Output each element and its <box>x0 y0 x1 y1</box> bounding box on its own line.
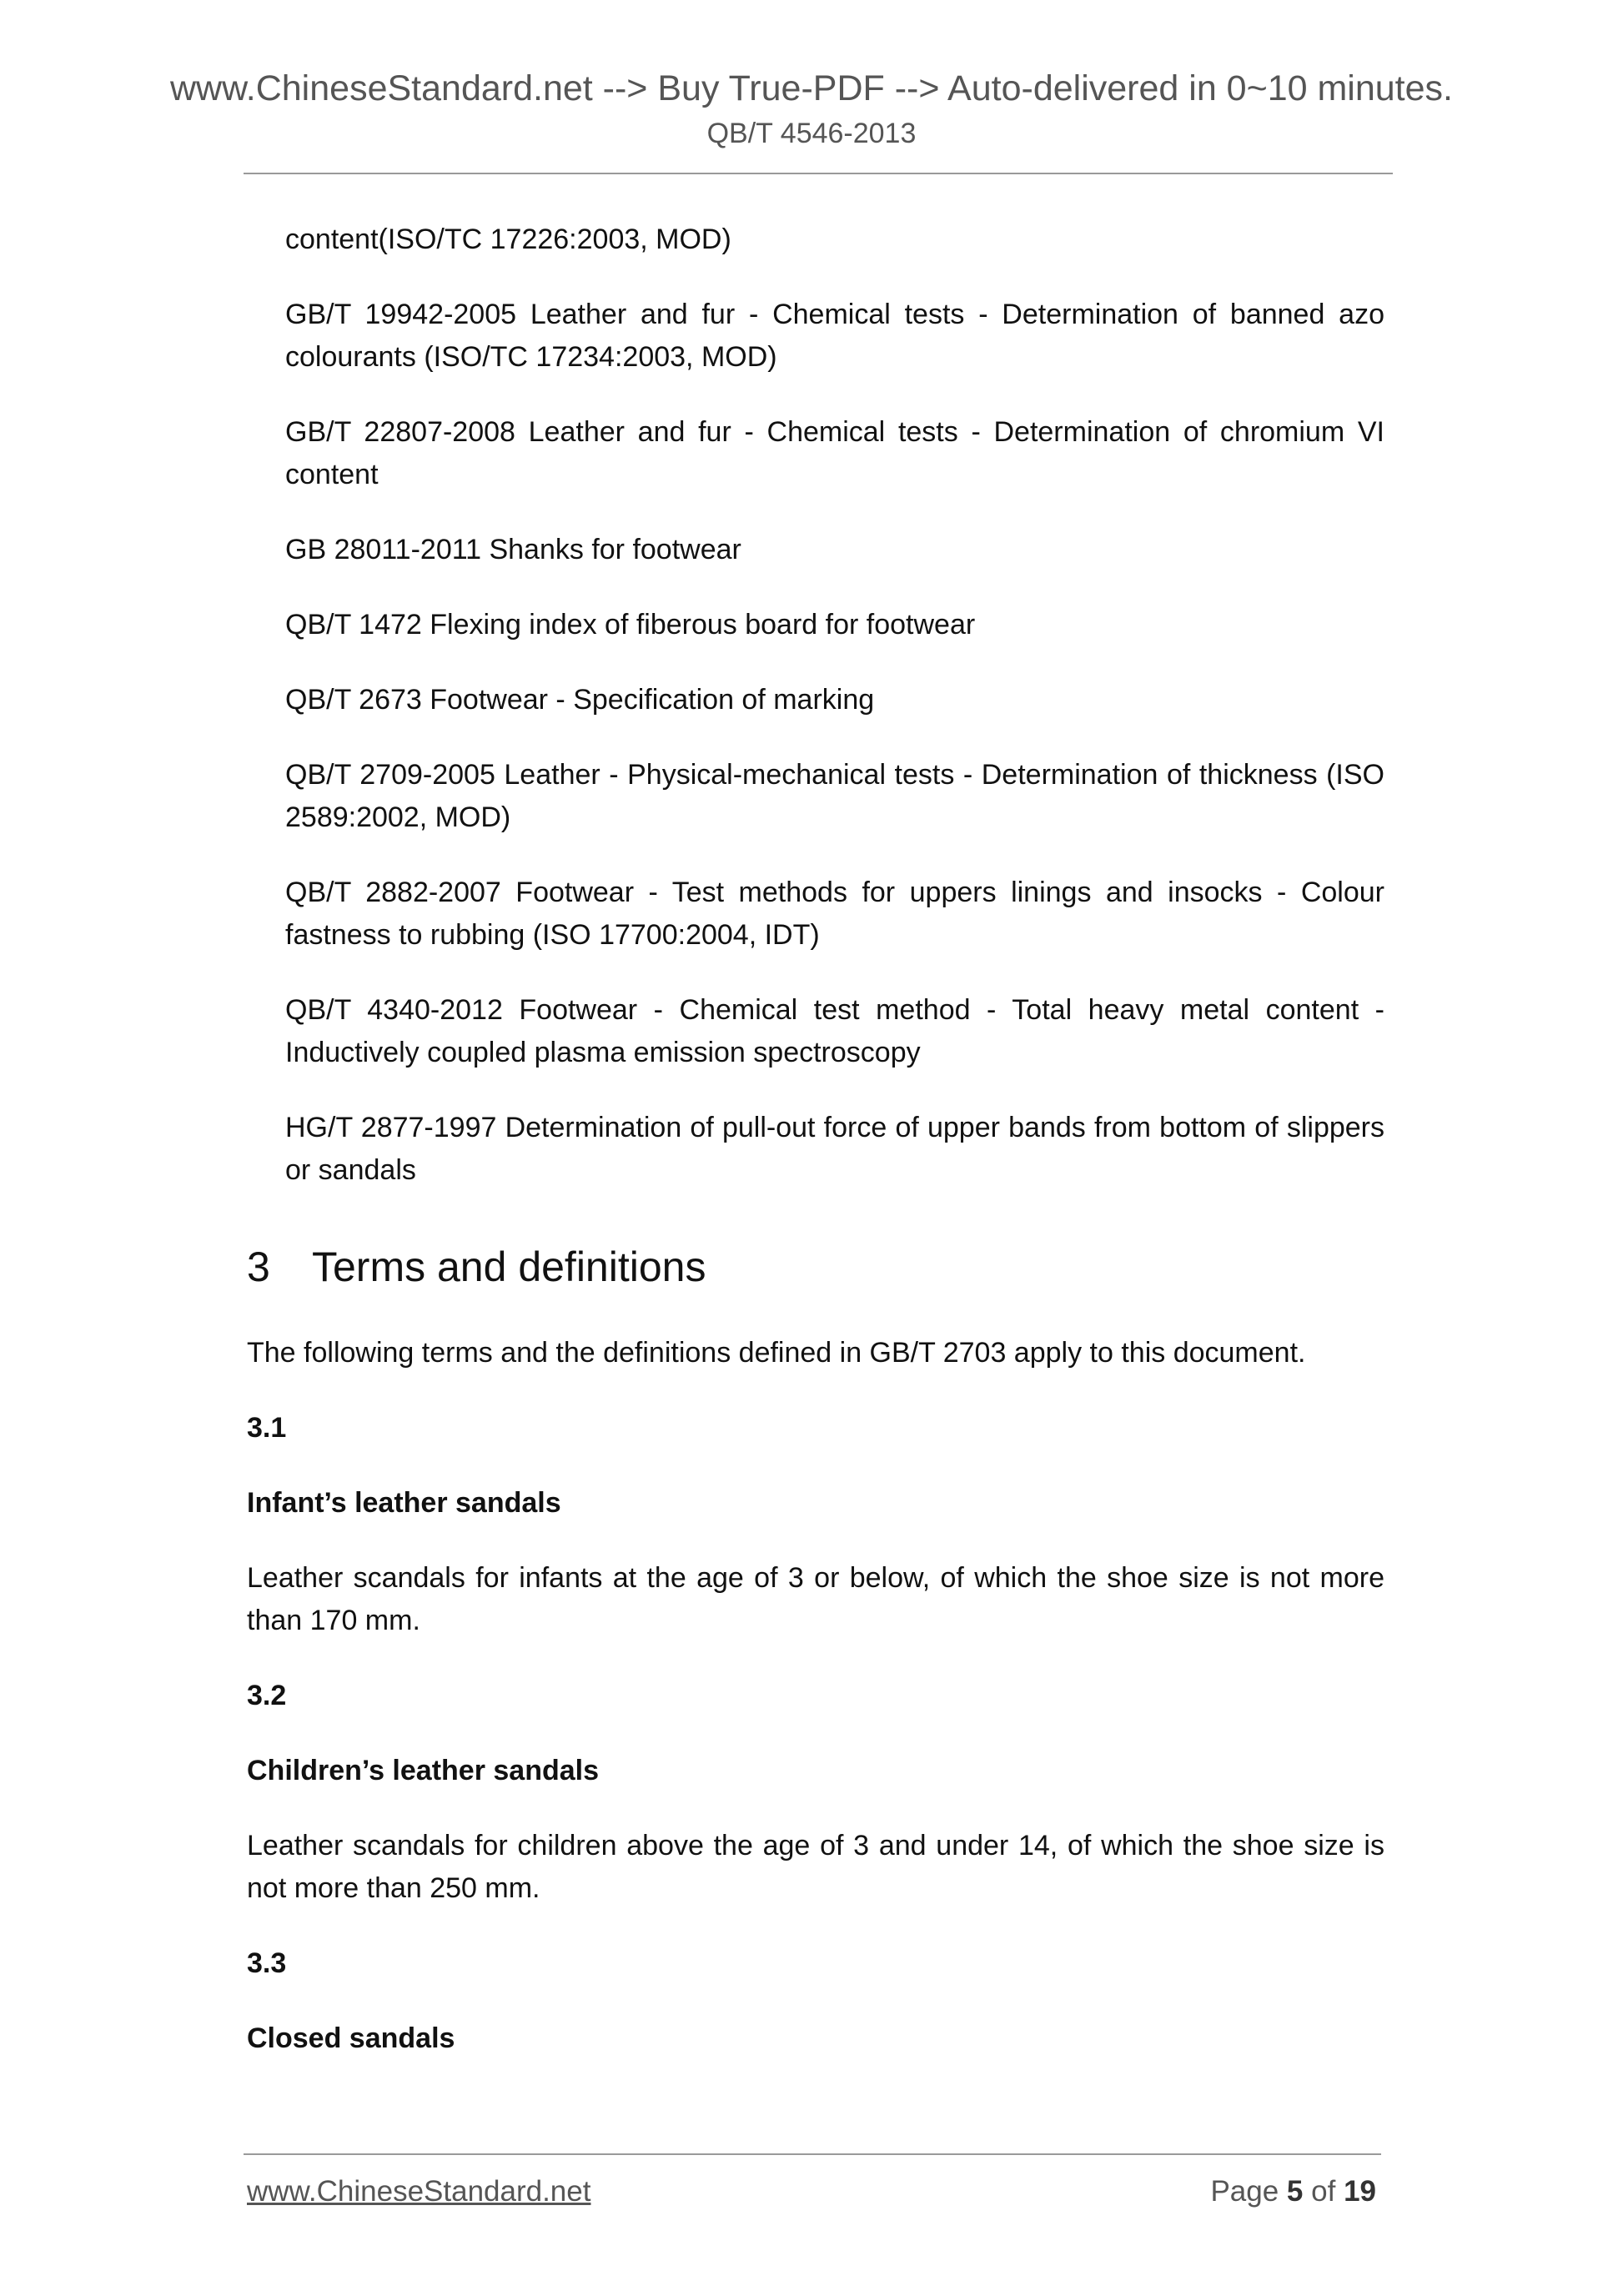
section-title: Terms and definitions <box>312 1243 706 1290</box>
reference-item: content(ISO/TC 17226:2003, MOD) <box>285 224 731 255</box>
page-content <box>247 219 1384 2093</box>
section-number: 3 <box>247 1243 270 1290</box>
footer-website-link[interactable]: www.ChineseStandard.net <box>247 2175 591 2208</box>
section-intro: The following terms and the definitions defined in GB/T 2703 apply to this document. <box>247 1337 1306 1369</box>
reference-item: GB/T 22807-2008 Leather and fur - Chemical tests - Determination of chromium VI content <box>285 416 1384 490</box>
page-label: Page <box>1210 2175 1279 2208</box>
reference-item: GB 28011-2011 Shanks for footwear <box>285 534 741 565</box>
clause-number: 3.2 <box>247 1680 287 1711</box>
page-indicator <box>1210 2175 1376 2208</box>
header-divider <box>244 173 1393 174</box>
reference-item: QB/T 2882-2007 Footwear - Test methods for uppers linings and insocks - Colour fastness to rubbing (ISO 17700:2004, IDT) <box>285 877 1384 951</box>
reference-item: QB/T 4340-2012 Footwear - Chemical test method - Total heavy metal content - Inductively coupled plasma emission spectroscopy <box>285 994 1384 1068</box>
page-header <box>0 67 1623 152</box>
footer-divider <box>244 2153 1381 2155</box>
page-total: 19 <box>1344 2175 1376 2208</box>
clause-number: 3.1 <box>247 1412 287 1444</box>
section-heading <box>247 1242 1384 1292</box>
term-title: Infant’s leather sandals <box>247 1487 561 1519</box>
term-title: Children’s leather sandals <box>247 1755 599 1786</box>
term-title: Closed sandals <box>247 2022 455 2054</box>
header-banner[interactable]: www.ChineseStandard.net --> Buy True-PDF --> Auto-delivered in 0~10 minutes. <box>169 68 1453 108</box>
term-definition: Leather scandals for children above the age of 3 and under 14, of which the shoe size is not more than 250 mm. <box>247 1830 1384 1904</box>
page-current: 5 <box>1286 2175 1304 2208</box>
reference-item: QB/T 2673 Footwear - Specification of marking <box>285 684 875 716</box>
document-code: QB/T 4546-2013 <box>706 118 917 149</box>
clause-number: 3.3 <box>247 1947 287 1979</box>
term-definition: Leather scandals for infants at the age of 3 or below, of which the shoe size is not more than 170 mm. <box>247 1562 1384 1636</box>
reference-item: QB/T 2709-2005 Leather - Physical-mechanical tests - Determination of thickness (ISO 2589:2002, MOD) <box>285 759 1384 833</box>
reference-item: GB/T 19942-2005 Leather and fur - Chemical tests - Determination of banned azo colourants (ISO/TC 17234:2003, MOD) <box>285 299 1384 373</box>
reference-item: QB/T 1472 Flexing index of fiberous board for footwear <box>285 609 976 641</box>
page-of-label: of <box>1311 2175 1336 2208</box>
reference-item: HG/T 2877-1997 Determination of pull-out force of upper bands from bottom of slippers or sandals <box>285 1112 1384 1186</box>
